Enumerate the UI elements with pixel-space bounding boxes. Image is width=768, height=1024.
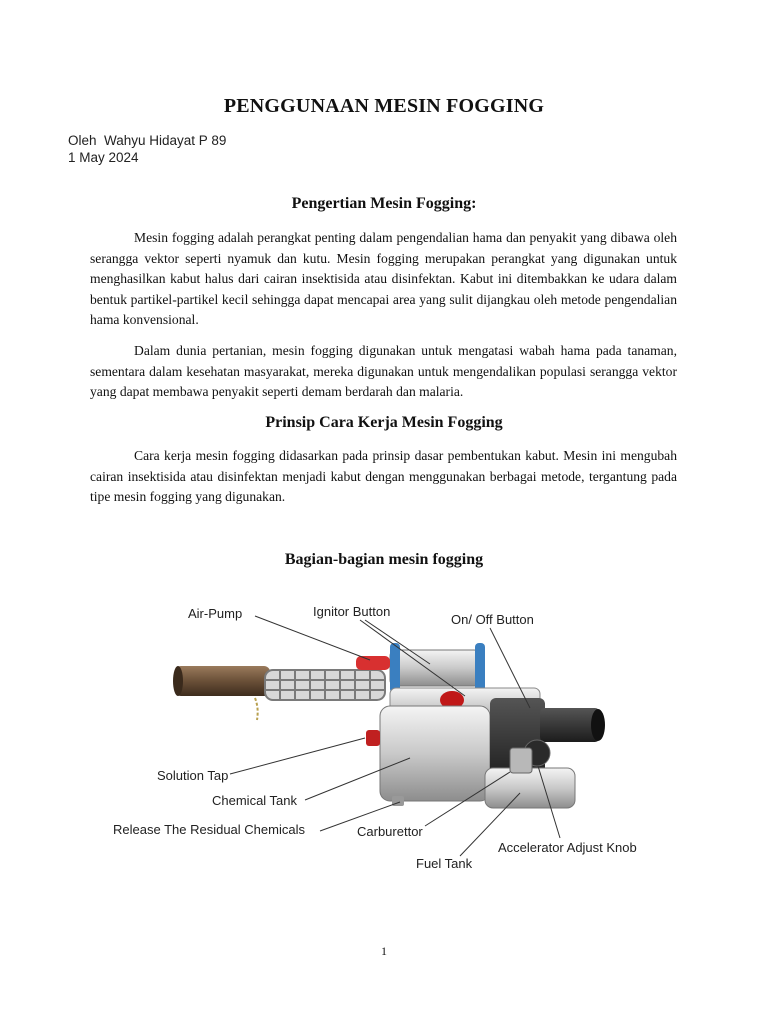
section-heading-pengertian: Pengertian Mesin Fogging:	[291, 195, 477, 212]
label-air-pump: Air-Pump	[188, 606, 243, 621]
section-heading-prinsip: Prinsip Cara Kerja Mesin Fogging	[265, 414, 503, 431]
document-meta	[68, 132, 226, 166]
carburettor	[510, 748, 532, 773]
label-solution-tap: Solution Tap	[157, 768, 229, 783]
fogging-machine-illustration	[90, 588, 678, 898]
section-heading-bagian: Bagian-bagian mesin fogging	[284, 551, 484, 568]
paragraph-prinsip-1: Cara kerja mesin fogging didasarkan pada prinsip dasar pembentukan kabut. Mesin ini mengubah cairan insektisida atau disinfektan menjadi kabut dengan menggunakan berbagai metode, tergantung pada tipe mesin fogging yang digunakan.	[90, 448, 677, 504]
paragraph-pengertian-2: Dalam dunia pertanian, mesin fogging digunakan untuk mengatasi wabah hama pada tanaman, sementara dalam kesehatan masyarakat, mereka digunakan untuk mengendalikan populasi serangga vektor yang dapat membawa penyakit seperti demam berdarah dan malaria.	[90, 343, 677, 399]
label-ignitor-button: Ignitor Button	[313, 604, 391, 619]
date-line: 1 May 2024	[68, 150, 139, 165]
safety-chain	[255, 698, 258, 720]
label-release-residual: Release The Residual Chemicals	[113, 822, 305, 837]
nozzle-pipe	[175, 666, 270, 696]
fuel-tank	[485, 768, 575, 808]
fogging-machine-diagram	[90, 588, 678, 898]
label-accelerator-knob: Accelerator Adjust Knob	[498, 840, 637, 855]
label-carburettor: Carburettor	[357, 824, 423, 839]
author-line: Oleh Wahyu Hidayat P 89	[68, 133, 227, 148]
paragraph-pengertian-1: Mesin fogging adalah perangkat penting dalam pengendalian hama dan penyakit yang dibawa oleh serangga vektor seperti nyamuk dan kutu. Mesin fogging merupakan perangkat yang digunakan untuk menghasilkan kabut halus dari cairan insektisida atau disinfektan. Kabut ini ditembakkan ke udara dalam bentuk partikel-partikel kecil sehingga dapat mencapai area yang sulit dijangkau oleh metode pengendalian hama konvensional.	[90, 230, 677, 327]
chemical-tank	[380, 706, 490, 801]
label-chemical-tank: Chemical Tank	[212, 793, 298, 808]
page-number: 1	[381, 944, 387, 958]
nozzle-opening	[173, 666, 183, 696]
document-title: PENGGUNAAN MESIN FOGGING	[223, 95, 545, 117]
label-on-off-button: On/ Off Button	[451, 612, 534, 627]
air-pump-cylinder	[390, 650, 480, 686]
solution-tap-valve	[366, 730, 380, 746]
exhaust-opening	[591, 709, 605, 741]
air-pump-handle	[356, 656, 390, 670]
heat-guard-cage	[265, 670, 385, 700]
label-fuel-tank: Fuel Tank	[416, 856, 473, 871]
air-pump-ring-left	[390, 643, 400, 693]
air-pump-ring-right	[475, 643, 485, 693]
